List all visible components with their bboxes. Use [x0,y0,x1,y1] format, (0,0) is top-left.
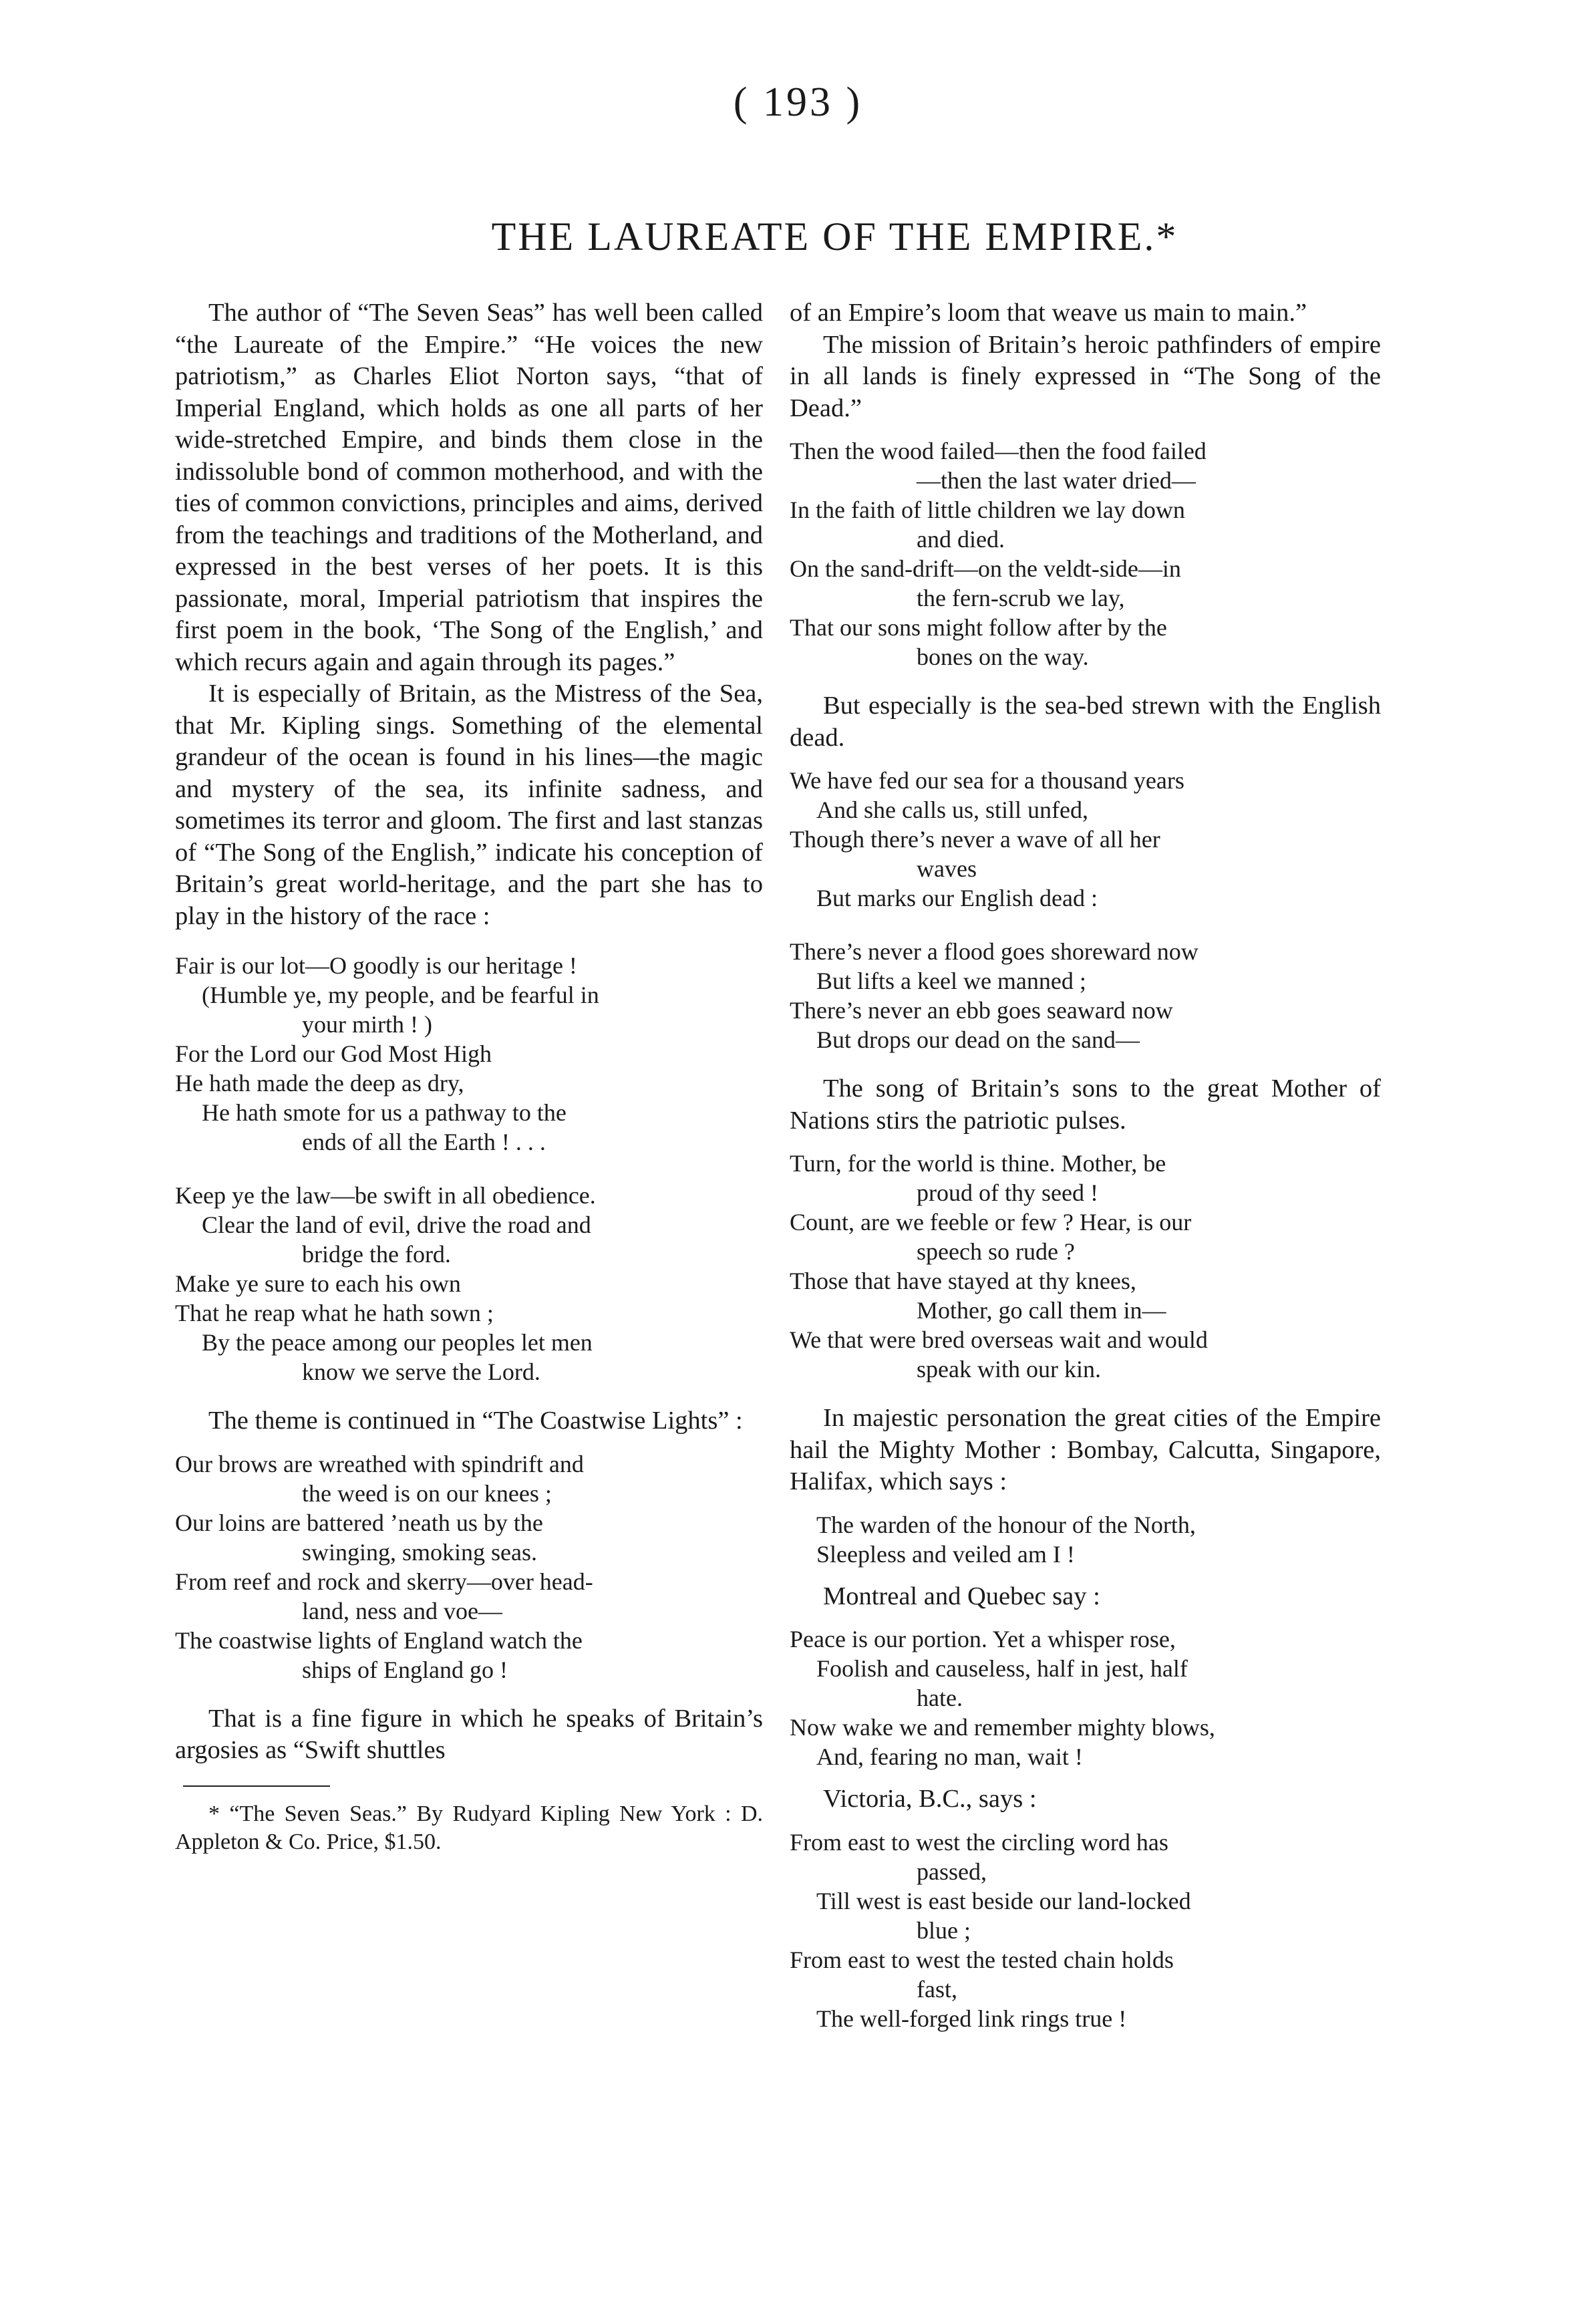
verse-line: On the sand-drift—on the veldt-side—in the fern-scrub we lay, [790,555,1181,611]
verse-line: The well-forged link rings true ! [816,2005,1127,2032]
verse-line: We have fed our sea for a thousand years [790,767,1184,794]
verse-halifax [790,1510,1381,1569]
verse-line: Foolish and causeless, half in jest, half hate. [816,1655,1188,1711]
verse-line: And she calls us, still unfed, [816,796,1088,823]
page-number: ( 193 ) [733,80,863,125]
verse-line: (Humble ye, my people, and be fearful in your mirth ! ) [202,982,599,1038]
verse-line: He hath made the deep as dry, [175,1070,464,1097]
verse-line: Make ye sure to each his own [175,1270,461,1297]
paragraph-great-cities: In majestic personation the great cities of the Empire hail the Mighty Mother : Bombay, Calcutta, Singapore, Halifax, which says : [790,1404,1381,1495]
verse-line: Our brows are wreathed with spindrift and the weed is on our knees ; [175,1450,584,1507]
verse-line: Peace is our portion. Yet a whisper rose, [790,1626,1176,1652]
verse-coastwise-lights [175,1449,763,1685]
verse-line: Clear the land of evil, drive the road and bridge the ford. [202,1211,591,1268]
paragraph-song-of-dead: The mission of Britain’s heroic pathfinders of empire in all lands is finely expressed in “The Song of the Dead.” [790,330,1381,422]
verse-line: From east to west the circling word has passed, [790,1828,1168,1885]
article-title: THE LAUREATE OF THE EMPIRE.* [491,214,1178,259]
verse-line: Those that have stayed at thy knees, Mother, go call them in— [790,1268,1166,1324]
verse-victoria [790,1828,1381,2033]
verse-line: Then the wood failed—then the food failed —then the last water dried— [790,438,1207,494]
right-column [790,297,1381,2033]
verse-turn-mother [790,1149,1381,1384]
verse-line: Though there’s never a wave of all her waves [790,826,1160,882]
verse-line: Keep ye the law—be swift in all obedience. [175,1182,596,1209]
verse-line: He hath smote for us a pathway to the ends of all the Earth ! . . . [202,1099,567,1155]
left-column [175,297,763,1856]
verse-line: There’s never a flood goes shoreward now [790,938,1199,965]
paragraph-mother-of-nations: The song of Britain’s sons to the great Mother of Nations stirs the patriotic pulses. [790,1074,1381,1135]
verse-line: But drops our dead on the sand— [816,1026,1140,1053]
paragraph-montreal-quebec: Montreal and Quebec say : [823,1582,1100,1610]
verse-line: From reef and rock and skerry—over head- land, ness and voe— [175,1568,593,1624]
verse-montreal-quebec [790,1624,1381,1771]
verse-fed-our-sea [790,766,1381,913]
verse-song-of-english-last [175,1181,763,1387]
paragraph-victoria: Victoria, B.C., says : [823,1785,1037,1813]
verse-line: The warden of the honour of the North, [816,1511,1196,1538]
paragraph-coastwise: The theme is continued in “The Coastwise Lights” : [208,1407,743,1435]
verse-line: That our sons might follow after by the bones on the way. [790,614,1167,670]
verse-line: But marks our English dead : [816,885,1098,911]
paragraph-mistress-of-sea: It is especially of Britain, as the Mistress of the Sea, that Mr. Kipling sings. Something of the elemental grandeur of the ocean is found in his lines—the magic and mystery of the sea, its infinite sadness, and sometimes its terror and gloom. The first and last stanzas of “The Song of the English,” indicate his conception of Britain’s great world-heritage, and the part she has to play in the history of the race : [175,680,763,930]
verse-line: Fair is our lot—O goodly is our heritage ! [175,952,577,979]
verse-line: In the faith of little children we lay down and died. [790,496,1185,553]
verse-line: And, fearing no man, wait ! [816,1743,1083,1770]
paragraph-sea-bed: But especially is the sea-bed strewn with the English dead. [790,692,1381,752]
verse-line: But lifts a keel we manned ; [816,968,1086,994]
verse-line: The coastwise lights of England watch the ships of England go ! [175,1626,583,1683]
verse-line: Count, are we feeble or few ? Hear, is our speech so rude ? [790,1209,1192,1265]
verse-line: That he reap what he hath sown ; [175,1300,494,1326]
verse-line: There’s never an ebb goes seaward now [790,997,1173,1024]
footnote: * “The Seven Seas.” By Rudyard Kipling New York : D. Appleton & Co. Price, $1.50. [175,1801,763,1854]
verse-line: We that were bred overseas wait and would speak with our kin. [790,1326,1208,1383]
footnote-rule [183,1785,330,1787]
verse-line: From east to west the tested chain holds fast, [790,1946,1174,2003]
verse-line: Turn, for the world is thine. Mother, be proud of thy seed ! [790,1150,1166,1206]
verse-line: By the peace among our peoples let men know we serve the Lord. [202,1329,593,1385]
verse-line: Now wake we and remember mighty blows, [790,1714,1215,1741]
verse-song-of-dead [790,436,1381,672]
paragraph-continuation: of an Empire’s loom that weave us main to main.” [790,299,1307,327]
paragraph-argosies: That is a fine figure in which he speaks of Britain’s argosies as “Swift shuttles [175,1704,763,1764]
verse-line: Till west is east beside our land-locked blue ; [816,1887,1191,1944]
verse-song-of-english-first [175,951,763,1157]
verse-never-a-flood [790,937,1381,1054]
verse-line: Our loins are battered ’neath us by the swinging, smoking seas. [175,1509,543,1566]
verse-line: Sleepless and veiled am I ! [816,1540,1075,1568]
verse-line: For the Lord our God Most High [175,1040,492,1067]
intro-paragraph: The author of “The Seven Seas” has well been called “the Laureate of the Empire.” “He voices the new patriotism,” as Charles Eliot Norton says, “that of Imperial England, which holds as one all parts of her wide-stretched Empire, and binds them close in the indissoluble bond of common motherhood, and with the ties of common convictions, principles and aims, derived from the teachings and traditions of the Motherland, and expressed in the best verses of her poets. It is this passionate, moral, Imperial patriotism that inspires the first poem in the book, ‘The Song of the English,’ and which recurs again and again through its pages.” [175,299,763,676]
